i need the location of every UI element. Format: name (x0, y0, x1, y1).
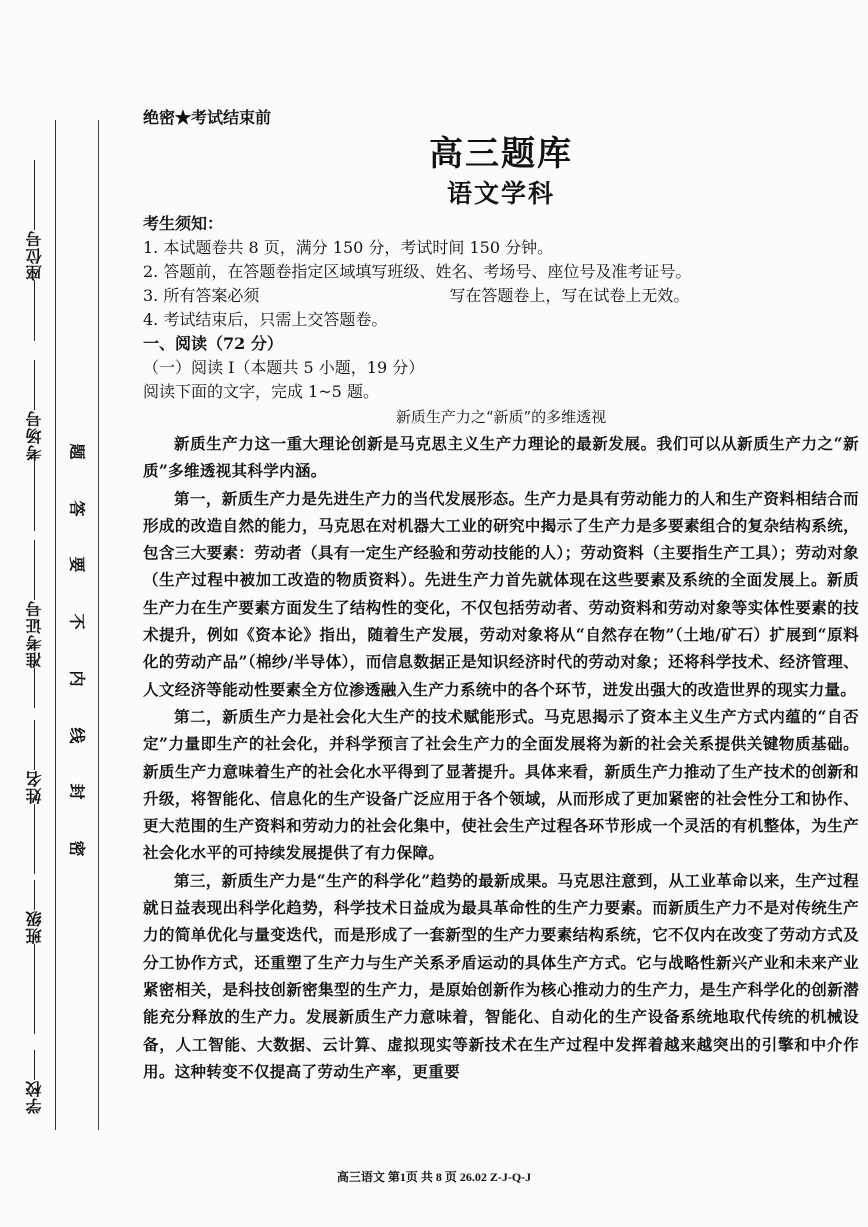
margin-field-name (14, 720, 54, 874)
article-title: 新质生产力之“新质”的多维透视 (395, 408, 607, 426)
fill-line (34, 880, 35, 910)
fill-line (34, 1050, 35, 1080)
article-paragraph: 第二，新质生产力是社会化大生产的技术赋能形式。马克思揭示了资本主义生产方式内蕴的“自否定”力量即生产的社会化，并科学预言了社会生产力的全面发展将为新的社会关系提供关键物质基础。新质生产力意味着生产的社会化水平得到了显著提升。具体来看，新质生产力推动了生产技术的创新和升级，将智能化、信息化的生产设备广泛应用于各个领域，从而形成了更加紧密的社会性分工和协作、更大范围的生产资料和劳动力的社会化集中，使社会生产过程各环节形成一个灵活的有机整体，为生产社会化水平的可持续发展提供了有力保障。 (143, 706, 859, 863)
margin-field-school (14, 1050, 54, 1114)
sub-section-heading: （一）阅读 I（本题共 5 小题，19 分） (143, 358, 425, 377)
class-label: 班级 (24, 910, 44, 944)
fill-line (34, 461, 35, 531)
notice-item: 1. 本试题卷共 8 页，满分 150 分，考试时间 150 分钟。 (143, 238, 554, 257)
fill-line (34, 720, 35, 770)
exam-room-label: 考场号 (24, 410, 44, 461)
admission-number-label: 准考证号 (24, 600, 44, 668)
article-paragraph: 第一，新质生产力是先进生产力的当代发展形态。生产力是具有劳动能力的人和生产资料相结合而形成的改造自然的能力，马克思在对机器大工业的研究中揭示了生产力是多要素组合的复杂结构系统，包含三大要素：劳动者（具有一定生产经验和劳动技能的人）；劳动资料（主要指生产工具）；劳动对象（生产过程中被加工改造的物质资料）。先进生产力首先就体现在这些要素及系统的全面发展上。新质生产力在生产要素方面发生了结构性的变化，不仅包括劳动者、劳动资料和劳动对象等实体性要素的技术提升，例如《资本论》指出，随着生产发展，劳动对象将从“自然存在物”（土地/矿石）扩展到“原料化的劳动产品”（棉纱/半导体），而信息数据正是知识经济时代的劳动对象；还将科学技术、经济管理、人文经济等能动性要素全方位渗透融入生产力系统中的各个环节，迸发出强大的改造世界的现实力量。 (143, 488, 859, 699)
seal-char: 线 (67, 727, 87, 744)
seal-char: 不 (67, 613, 87, 630)
notice-item: 4. 考试结束后，只需上交答题卷。 (143, 310, 388, 329)
school-label: 学校 (24, 1080, 44, 1114)
notice-item-part: 写在答题卷上，写在试卷上无效。 (449, 286, 690, 305)
seal-char: 封 (67, 783, 87, 800)
name-label: 姓名 (24, 770, 44, 804)
main-content (143, 104, 859, 1085)
seal-char: 答 (67, 500, 87, 517)
margin-field-admission (14, 540, 54, 708)
seal-char: 内 (67, 670, 87, 687)
page-footer: 高三语文 第1页 共 8 页 26.02 Z-J-Q-J (336, 1170, 532, 1184)
seal-char: 要 (67, 556, 87, 573)
binding-line-inner (98, 120, 99, 1130)
secret-label: 绝密★考试结束前 (143, 108, 272, 127)
notice-heading: 考生须知： (143, 214, 224, 233)
margin-field-seat (14, 160, 54, 341)
notice-item-part: 3. 所有答案必须 (143, 286, 260, 305)
page-title: 高三题库 (429, 134, 573, 174)
seal-char: 密 (67, 840, 87, 857)
notice-item: 2. 答题前，在答题卷指定区域填写班级、姓名、考场号、座位号及准考证号。 (143, 262, 692, 281)
margin-field-exam-room (14, 360, 54, 531)
fill-line (34, 160, 35, 230)
seat-number-label: 座位号 (24, 230, 44, 281)
fill-line (34, 281, 35, 341)
notice-item (143, 284, 859, 308)
seal-line-notice (60, 440, 96, 860)
page-subtitle: 语文学科 (446, 179, 555, 208)
article-paragraph: 新质生产力这一重大理论创新是马克思主义生产力理论的最新发展。我们可以从新质生产力之“新质”多维透视其科学内涵。 (143, 434, 859, 481)
reading-instruction: 阅读下面的文字，完成 1~5 题。 (143, 382, 379, 401)
fill-line (34, 360, 35, 410)
binding-line-outer (55, 120, 56, 1130)
seal-char: 题 (67, 443, 87, 460)
fill-line (34, 668, 35, 708)
article-paragraph: 第三，新质生产力是“生产的科学化”趋势的最新成果。马克思注意到，从工业革命以来，生产过程就日益表现出科学化趋势，科学技术日益成为最具革命性的生产力要素。而新质生产力不是对传统生产力的简单优化与量变迭代，而是形成了一套新型的生产力要素结构系统，它不仅内在改变了劳动方式及分工协作方式，还重塑了生产力与生产关系矛盾运动的具体生产方式。它与战略性新兴产业和未来产业紧密相关，是科技创新密集型的生产力，是原始创新作为核心推动力的生产力，是生产科学化的创新潜能充分释放的生产力。发展新质生产力意味着，智能化、自动化的生产设备系统地取代传统的机械设备，人工智能、大数据、云计算、虚拟现实等新技术在生产过程中发挥着越来越突出的引擎和中介作用。这种转变不仅提高了劳动生产率，更重要 (143, 870, 859, 1081)
section-heading: 一、阅读（72 分） (143, 334, 283, 353)
fill-line (34, 804, 35, 874)
fill-line (34, 944, 35, 1034)
fill-line (34, 540, 35, 600)
margin-field-class (14, 880, 54, 1034)
